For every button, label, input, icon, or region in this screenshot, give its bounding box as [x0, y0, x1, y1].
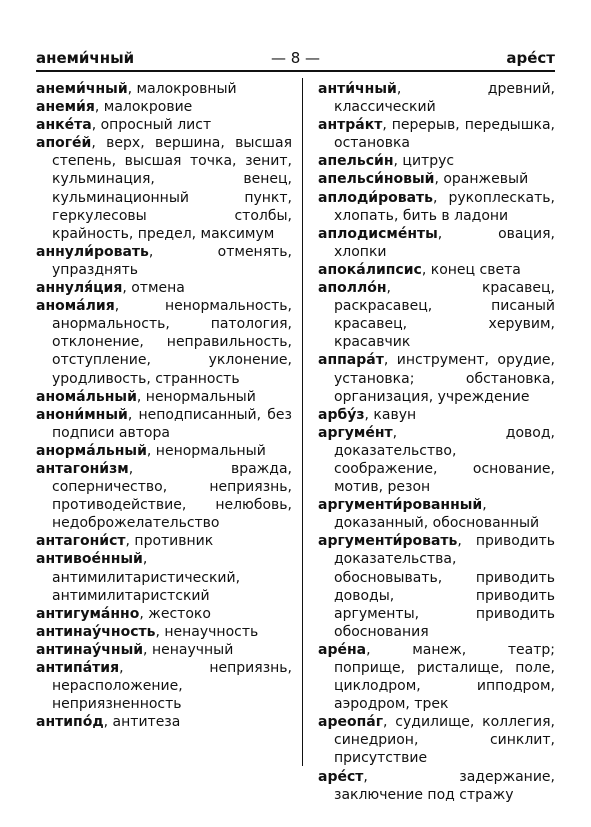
dictionary-entry — [318, 641, 555, 713]
entry-headword: аре́ст — [318, 768, 364, 785]
dictionary-entry — [318, 532, 555, 641]
entry-definition: , антитеза — [103, 714, 181, 731]
entry-headword: апельси́новый — [318, 171, 435, 188]
entry-definition: , приводить доказательства, обосновывать, приводить доводы, приводить аргументы, приводить обоснования — [334, 533, 555, 640]
dictionary-entry — [318, 713, 555, 767]
entry-headword: апельси́н — [318, 153, 394, 170]
entry-headword: анони́мный — [36, 406, 128, 423]
entry-definition: , отменять, упразднять — [52, 243, 292, 278]
dictionary-entry — [36, 98, 292, 116]
dictionary-entry — [36, 713, 292, 731]
entry-definition: , задержание, заключение под стражу — [334, 768, 555, 803]
running-head-right: аре́ст — [506, 49, 555, 67]
entry-definition: , рукоплескать, хлопать, бить в ладони — [334, 189, 555, 224]
dictionary-entry — [36, 279, 292, 297]
entry-definition: , цитрус — [393, 153, 455, 170]
entry-definition: , довод, доказательство, соображение, основание, мотив, резон — [334, 424, 555, 496]
entry-definition: , перерыв, передышка, остановка — [334, 117, 555, 152]
dictionary-entry — [318, 80, 555, 116]
dictionary-entry — [36, 605, 292, 623]
header-rule — [36, 70, 555, 72]
entry-definition: , конец света — [421, 261, 521, 278]
dictionary-entry — [36, 80, 292, 98]
dictionary-entry — [318, 152, 555, 170]
entry-headword: апока́липсис — [318, 261, 422, 278]
entry-definition: , ненормальный — [146, 442, 266, 459]
entry-headword: анорма́льный — [36, 442, 147, 459]
dictionary-entry — [318, 170, 555, 188]
entry-headword: антагони́ст — [36, 533, 126, 550]
running-head-left: анеми́чный — [36, 49, 135, 67]
left-column — [36, 80, 292, 731]
entry-definition: , красавец, раскрасавец, писаный красавец, херувим, красавчик — [334, 280, 555, 351]
entry-headword: аполло́н — [318, 280, 387, 297]
entry-headword: аппара́т — [318, 352, 384, 369]
entry-headword: анома́льный — [36, 388, 137, 405]
entry-headword: антивое́нный — [36, 551, 143, 568]
dictionary-entry — [36, 406, 292, 442]
entry-headword: антигума́нно — [36, 605, 140, 622]
entry-headword: аргументи́ровать — [318, 533, 458, 550]
entry-headword: антинау́чность — [36, 623, 156, 640]
dictionary-entry — [318, 225, 555, 261]
entry-headword: аре́на — [318, 641, 367, 658]
entry-definition: , манеж, театр; поприще, ристалище, поле, циклодром, ипподром, аэродром, трек — [334, 641, 555, 713]
entry-definition: , малокровный — [127, 81, 237, 97]
dictionary-entry — [36, 460, 292, 532]
dictionary-entry — [36, 641, 292, 659]
right-column — [318, 80, 555, 804]
entry-definition: , вражда, соперничество, неприязнь, противодействие, нелюбовь, недоброжелательство — [52, 460, 292, 532]
entry-headword: анке́та — [36, 117, 92, 134]
entry-definition: , ненаучность — [155, 623, 259, 640]
entry-headword: ареопа́г — [318, 714, 384, 731]
dictionary-entry — [36, 550, 292, 604]
dictionary-entry — [36, 297, 292, 387]
dictionary-entry — [36, 243, 292, 279]
dictionary-entry — [36, 134, 292, 243]
dictionary-entry — [36, 532, 292, 550]
entry-headword: антинау́чный — [36, 641, 144, 658]
entry-headword: аргуме́нт — [318, 424, 393, 441]
entry-headword: антра́кт — [318, 117, 383, 134]
dictionary-entry — [36, 116, 292, 134]
entry-definition: , противник — [125, 533, 214, 550]
entry-definition: , жестоко — [139, 605, 211, 622]
dictionary-entry — [318, 768, 555, 804]
entry-headword: аннули́ровать — [36, 243, 149, 260]
entry-definition: , верх, вершина, высшая степень, высшая точка, зенит, кульминация, венец, кульминационный пункт, геркулесовы столбы, крайность, предел, максимум — [52, 135, 292, 242]
entry-definition: , опросный лист — [91, 117, 212, 134]
dictionary-entry — [36, 442, 292, 460]
page-header — [36, 47, 555, 69]
entry-headword: апоге́й — [36, 135, 92, 152]
entry-definition: , кавун — [364, 406, 417, 423]
entry-headword: анеми́я — [36, 99, 95, 116]
column-divider — [302, 78, 303, 766]
entry-headword: анома́лия — [36, 298, 115, 315]
entry-definition: , древний, классический — [334, 81, 555, 116]
entry-headword: антипа́тия — [36, 660, 120, 676]
dictionary-entry — [36, 388, 292, 406]
entry-definition: , малокровие — [94, 99, 193, 116]
dictionary-entry — [318, 424, 555, 496]
entry-definition: , ненаучный — [143, 641, 234, 658]
dictionary-entry — [36, 623, 292, 641]
dictionary-entry — [36, 659, 292, 713]
entry-definition: , доказанный, обоснованный — [334, 497, 540, 532]
entry-definition: , овация, хлопки — [334, 225, 555, 260]
entry-definition: , отмена — [122, 280, 185, 297]
entry-headword: антипо́д — [36, 714, 104, 731]
entry-headword: аргументи́рованный — [318, 497, 483, 514]
dictionary-entry — [318, 261, 555, 279]
entry-headword: аннуля́ция — [36, 280, 123, 297]
entry-definition: , антимилитаристический, антимилитаристский — [52, 551, 241, 604]
entry-headword: антагони́зм — [36, 460, 129, 477]
entry-headword: анти́чный — [318, 81, 397, 97]
dictionary-entry — [318, 116, 555, 152]
entry-definition: , ненормальность, анормальность, патология, отклонение, неправильность, отступление, уклонение, уродливость, странность — [52, 298, 292, 387]
entry-definition: , неподписанный, без подписи автора — [52, 406, 292, 441]
dictionary-entry — [318, 406, 555, 424]
entry-headword: аплоди́ровать — [318, 189, 434, 206]
entry-definition: , судилище, коллегия, синедрион, синклит, присутствие — [334, 714, 555, 767]
dictionary-entry — [318, 351, 555, 405]
dictionary-entry — [318, 496, 555, 532]
dictionary-entry — [318, 279, 555, 351]
entry-definition: , неприязнь, нерасположение, неприязненность — [52, 660, 292, 713]
page-number: — 8 — — [270, 49, 321, 67]
dictionary-entry — [318, 189, 555, 225]
entry-headword: арбу́з — [318, 406, 365, 423]
entry-definition: , инструмент, орудие, установка; обстановка, организация, учреждение — [334, 352, 555, 405]
entry-definition: , оранжевый — [434, 171, 529, 188]
entry-headword: анеми́чный — [36, 81, 128, 97]
entry-headword: аплодисме́нты — [318, 225, 438, 242]
entry-definition: , ненормальный — [136, 388, 256, 405]
